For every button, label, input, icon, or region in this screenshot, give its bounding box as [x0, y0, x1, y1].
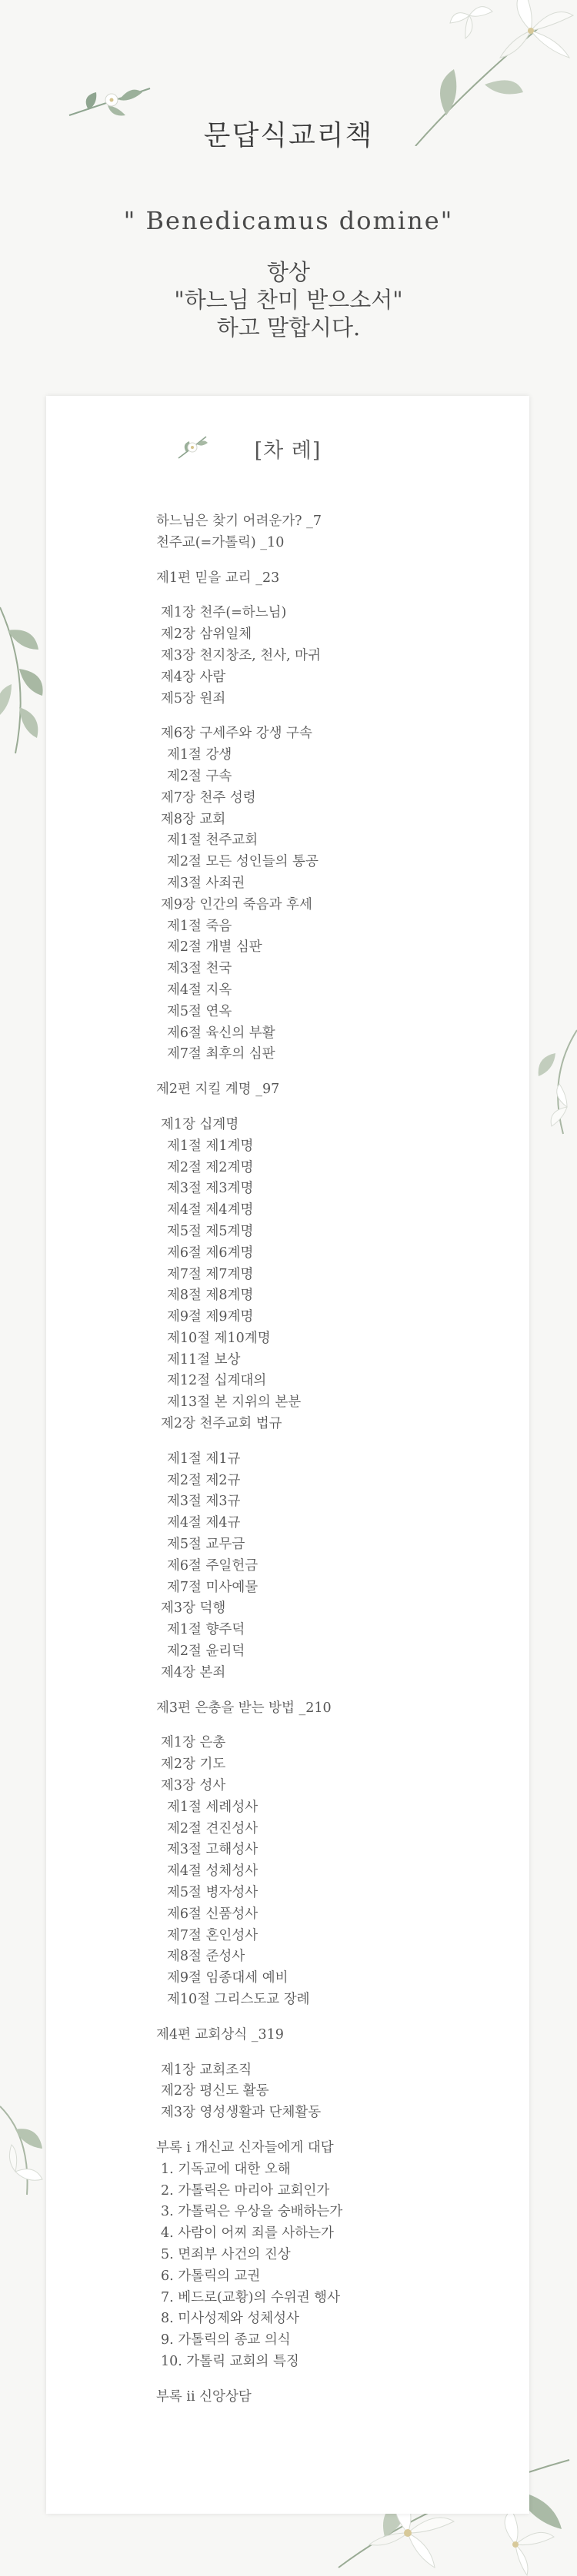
toc-line: 제2절 제2계명 — [167, 1159, 254, 1175]
toc-line: 제1장 십계명 — [161, 1116, 239, 1132]
toc-line: 제1절 향주덕 — [167, 1622, 245, 1638]
toc-line: 제10절 그리스도교 장례 — [167, 1992, 310, 2007]
toc-line: 제7장 천주 성령 — [161, 789, 256, 806]
toc-line: 제4절 제4규 — [167, 1515, 241, 1531]
toc-spacer — [156, 2046, 518, 2060]
toc-spacer — [156, 1719, 518, 1733]
toc-line: 제10절 제10계명 — [167, 1330, 271, 1346]
toc-line: 8. 미사성제와 성체성사 — [161, 2311, 299, 2327]
toc-line: 2. 가톨릭은 마리아 교회인가 — [161, 2182, 330, 2199]
flower-right-middle-icon — [532, 1022, 577, 1138]
toc-line: 제8장 교회 — [161, 811, 226, 827]
toc-spacer — [156, 2011, 518, 2025]
toc-line: 제2편 지킬 계명 _97 — [156, 1082, 280, 1098]
toc-line: 제6절 육신의 부활 — [167, 1025, 275, 1041]
toc-spacer — [156, 2124, 518, 2138]
toc-line: 제5절 제5계명 — [167, 1223, 254, 1239]
toc-line: 제9장 인간의 죽음과 후세 — [161, 896, 312, 912]
toc-line: 제5장 원죄 — [161, 690, 226, 706]
toc-line: 제7절 최후의 심판 — [167, 1046, 275, 1062]
toc-line: 제1절 죽음 — [167, 918, 232, 934]
toc-spacer — [156, 710, 518, 723]
toc-line: 제3장 덕행 — [161, 1600, 226, 1617]
toc-line: 제3절 고해성사 — [167, 1842, 258, 1858]
toc-line: 제6장 구세주와 강생 구속 — [161, 726, 312, 742]
toc-line: 제7절 혼인성사 — [167, 1927, 258, 1943]
toc-line: 제3장 성사 — [161, 1778, 226, 1794]
toc-line: 제4편 교회상식 _319 — [156, 2026, 284, 2043]
toc-line: 제4절 제4계명 — [167, 1202, 254, 1218]
toc-line: 제1편 믿을 교리 _23 — [156, 570, 280, 586]
toc-line: 제6절 신품성사 — [167, 1906, 258, 1922]
toc-line: 제3장 천지창조, 천사, 마귀 — [161, 647, 321, 663]
toc-line: 제2장 평신도 활동 — [161, 2083, 269, 2099]
toc-line: 제9절 임종대세 예비 — [167, 1970, 288, 1986]
toc-line: 7. 베드로(교황)의 수위권 행사 — [161, 2289, 340, 2305]
toc-line: 제3절 제3규 — [167, 1494, 241, 1510]
toc-line: 제4절 성체성사 — [167, 1863, 258, 1880]
toc-line: 제6절 주일헌금 — [167, 1557, 258, 1574]
toc-line: 천주교(=가톨릭) _10 — [156, 534, 285, 550]
toc-line: 제3편 은총을 받는 방법 _210 — [156, 1700, 332, 1716]
toc-line: 제1절 천주교회 — [167, 833, 258, 849]
toc-line: 제1절 제1계명 — [167, 1138, 254, 1154]
toc-spacer — [156, 1435, 518, 1449]
page-title: 문답식교리책 — [203, 120, 374, 151]
toc-line: 제2절 모든 성인들의 통공 — [167, 854, 319, 870]
toc-line: 부록 ii 신앙상담 — [156, 2388, 252, 2405]
toc-list — [156, 511, 518, 2408]
praise-line-3: 하고 말합시다. — [216, 314, 361, 341]
toc-line: 제3장 영성생활과 단체활동 — [161, 2105, 322, 2121]
toc-line: 제5절 연옥 — [167, 1003, 232, 1019]
toc-line: 제6절 제6계명 — [167, 1245, 254, 1261]
motto-text: " Benedicamus domine" — [123, 206, 454, 235]
toc-card — [46, 396, 529, 2514]
toc-line: 부록 i 개신교 신자들에게 대답 — [156, 2139, 334, 2156]
toc-line: 제2장 기도 — [161, 1757, 226, 1773]
toc-line: 제1절 세례성사 — [167, 1799, 258, 1815]
toc-line: 제7절 미사예물 — [167, 1579, 258, 1595]
toc-header — [46, 430, 529, 469]
toc-line: 제2절 제2규 — [167, 1472, 241, 1488]
toc-line: 제5절 병자성사 — [167, 1885, 258, 1901]
toc-line: 제12절 십계대의 — [167, 1373, 267, 1389]
hero-section — [0, 0, 577, 400]
toc-line: 제4장 본죄 — [161, 1664, 226, 1680]
toc-line: 제8절 제8계명 — [167, 1288, 254, 1304]
toc-line: 3. 가톨릭은 우상을 숭배하는가 — [161, 2204, 343, 2220]
toc-line: 제2장 삼위일체 — [161, 627, 252, 643]
toc-line: 제3절 천국 — [167, 961, 232, 977]
toc-spacer — [156, 554, 518, 568]
toc-line: 하느님은 찾기 어려운가? _7 — [156, 514, 322, 529]
toc-line: 제2절 개별 심판 — [167, 939, 262, 956]
toc-spacer — [156, 1684, 518, 1698]
toc-line: 제4장 사람 — [161, 669, 226, 685]
toc-line: 제9절 제9계명 — [167, 1309, 254, 1325]
toc-line: 제1장 은총 — [161, 1735, 226, 1751]
toc-spacer — [156, 1065, 518, 1079]
toc-line: 제4절 지옥 — [167, 982, 232, 998]
toc-line: 제7절 제7계명 — [167, 1266, 254, 1282]
toc-line: 9. 가톨릭의 종교 의식 — [161, 2332, 291, 2348]
toc-line: 제2절 구속 — [167, 768, 232, 784]
toc-line: 제3절 사죄권 — [167, 875, 245, 891]
toc-line: 제1절 제1규 — [167, 1451, 241, 1467]
toc-line: 제2절 견진성사 — [167, 1820, 258, 1836]
toc-spacer — [156, 2373, 518, 2387]
toc-spacer — [156, 1101, 518, 1115]
toc-line: 제5절 교무금 — [167, 1537, 245, 1553]
toc-line: 5. 면죄부 사건의 진상 — [161, 2246, 291, 2262]
toc-line: 제13절 본 지위의 본분 — [167, 1394, 302, 1411]
praise-line-1: 항상 — [266, 259, 311, 285]
toc-line: 1. 기독교에 대한 오해 — [161, 2161, 291, 2177]
toc-line: 제1장 천주(=하느님) — [161, 605, 287, 621]
toc-line: 10. 가톨릭 교회의 특징 — [161, 2353, 299, 2369]
toc-line: 4. 사람이 어찌 죄를 사하는가 — [161, 2225, 334, 2242]
praise-phrase — [0, 258, 577, 341]
toc-line: 제1장 교회조직 — [161, 2062, 252, 2078]
toc-line: 6. 가톨릭의 교권 — [161, 2268, 261, 2284]
toc-line: 제3절 제3계명 — [167, 1181, 254, 1197]
toc-line: 제1절 강생 — [167, 747, 232, 763]
toc-title: [차 례] — [254, 439, 322, 463]
toc-line: 제2장 천주교회 법규 — [161, 1416, 282, 1432]
praise-line-2: "하느님 찬미 받으소서" — [174, 287, 403, 313]
toc-line: 제2절 윤리덕 — [167, 1644, 245, 1660]
toc-line: 제8절 준성사 — [167, 1949, 245, 1965]
toc-line: 제11절 보상 — [167, 1351, 241, 1368]
toc-spacer — [156, 589, 518, 603]
